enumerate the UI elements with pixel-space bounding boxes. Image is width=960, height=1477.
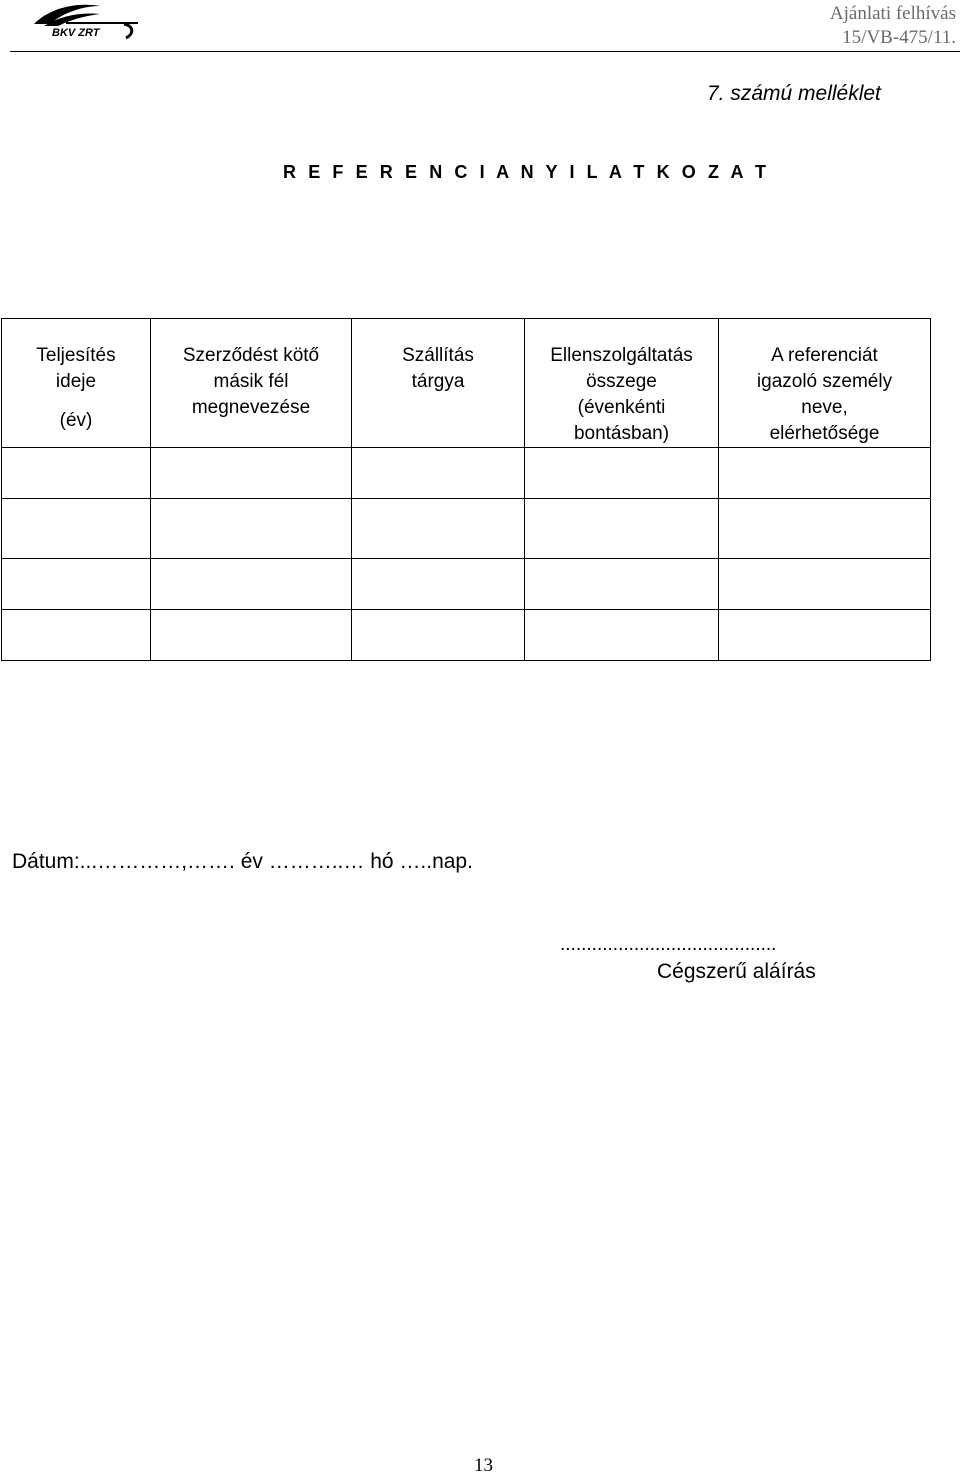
header-text: A referenciát [771,345,878,366]
header-text: (év) [59,410,93,431]
table-cell[interactable] [151,499,352,559]
signature-line: ......................................... [560,934,777,955]
header-text: ideje [55,371,97,392]
table-cell[interactable] [2,499,151,559]
table-row [2,610,931,661]
table-cell[interactable] [525,559,719,610]
header-text: elérhetősége [769,423,880,444]
table-cell[interactable] [525,499,719,559]
column-header-consideration-amount [525,319,719,448]
column-header-completion-time [2,319,151,448]
table-cell[interactable] [352,448,525,499]
header-text: Teljesítés [36,345,116,366]
header-text: bontásban) [573,423,670,444]
header-text: Szállítás [402,345,474,366]
table-cell[interactable] [2,610,151,661]
signature-label: Cégszerű aláírás [657,960,816,983]
table-header-row [2,319,931,448]
table-row [2,559,931,610]
table-cell[interactable] [151,448,352,499]
table-cell[interactable] [719,559,931,610]
document-title: R E F E R E N C I A N Y I L A T K O Z A T [283,162,770,182]
table-cell[interactable] [719,448,931,499]
header-text: megnevezése [191,397,311,418]
table-cell[interactable] [151,610,352,661]
logo-arc [124,24,132,38]
table-cell[interactable] [2,448,151,499]
column-header-reference-contact [719,319,931,448]
table-row [2,499,931,559]
date-line: Dátum:...…………,……. év ………..… hó …..nap. [12,850,473,873]
table-cell[interactable] [525,610,719,661]
column-header-delivery-subject [352,319,525,448]
header-text: Szerződést kötő [182,345,320,366]
table-cell[interactable] [352,499,525,559]
header-text: neve, [801,397,848,418]
table-cell[interactable] [352,559,525,610]
table-row [2,448,931,499]
table-cell[interactable] [151,559,352,610]
header-text: Ellenszolgáltatás [550,345,693,366]
header-text: másik fél [213,371,289,392]
reference-title: Ajánlati felhívás [829,3,956,24]
table-cell[interactable] [719,610,931,661]
header-text: igazoló személy [756,371,893,392]
table-cell[interactable] [719,499,931,559]
header-reference [830,2,956,50]
header-text: összege [586,371,657,392]
column-header-contracting-party [151,319,352,448]
page-number: 13 [474,1455,493,1476]
table-cell[interactable] [525,448,719,499]
header-text: tárgya [411,371,465,392]
reference-number: 15/VB-475/11. [842,27,956,48]
logo-text: BKV ZRT [52,27,100,39]
table-cell[interactable] [352,610,525,661]
header-text: (évenkénti [577,397,666,418]
table-cell[interactable] [2,559,151,610]
reference-table [1,318,931,661]
header-spacer [2,395,150,408]
bkv-logo [30,2,142,40]
header-divider [10,51,960,52]
annex-label: 7. számú melléklet [707,82,881,105]
